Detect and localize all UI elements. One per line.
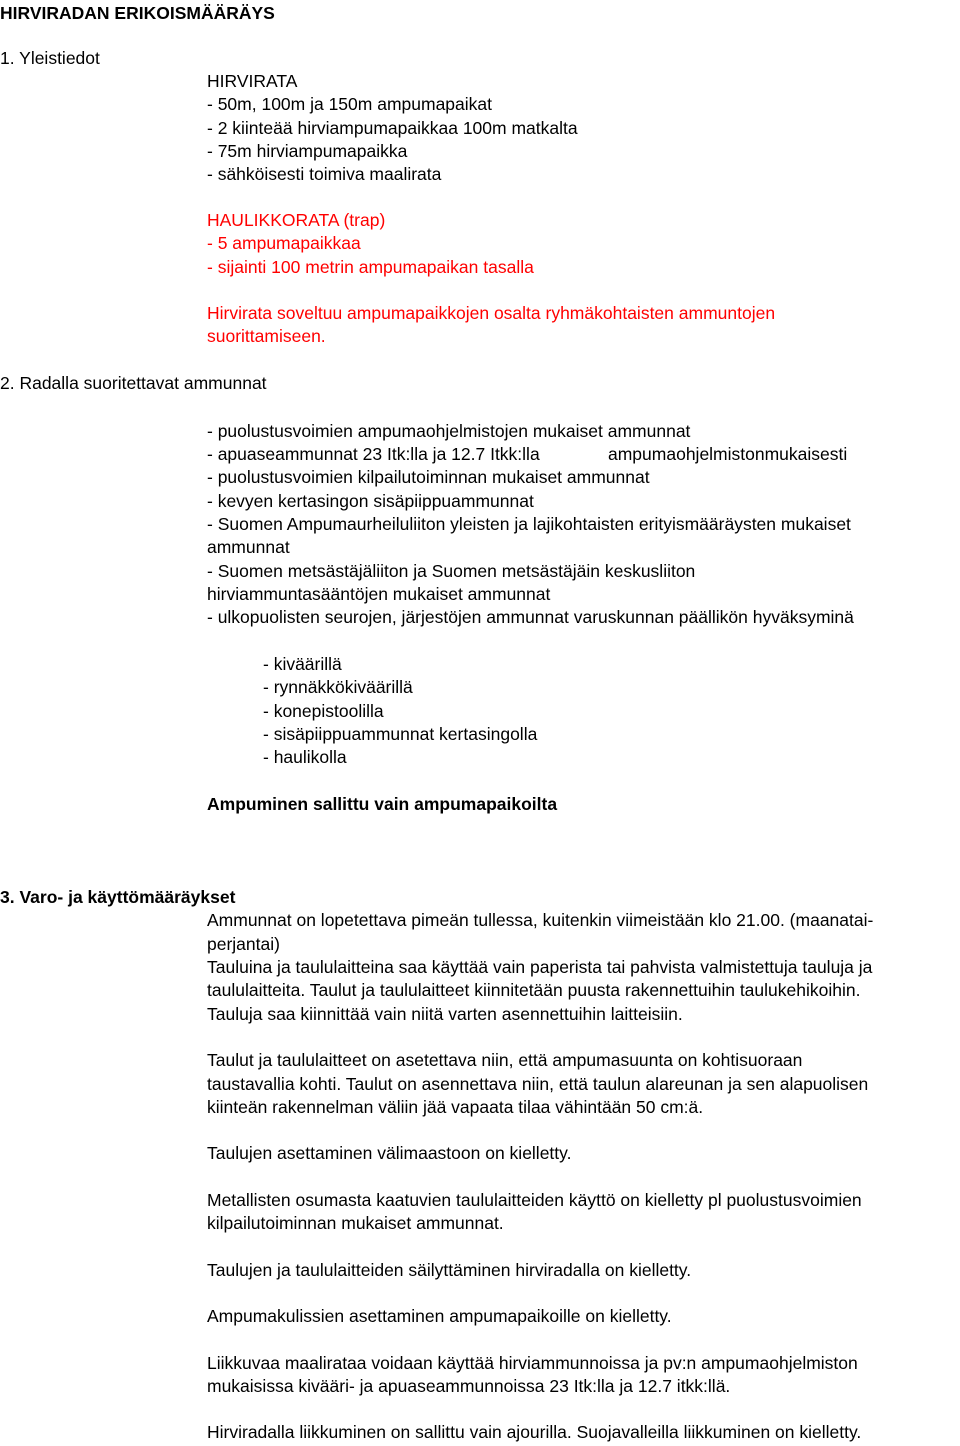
list-item: - 50m, 100m ja 150m ampumapaikat — [207, 94, 492, 114]
list-item: - 75m hirviampumapaikka — [207, 141, 408, 161]
suitability-note: Hirvirata soveltuu ampumapaikkojen osalta ryhmäkohtaisten ammuntojen — [207, 303, 776, 323]
weapon-item: - kiväärillä — [263, 654, 342, 674]
section-2-heading: 2. Radalla suoritettavat ammunnat — [0, 373, 267, 393]
paragraph-line: Hirviradalla liikkuminen on sallittu vain ajourilla. Suojavalleilla liikkuminen on kielletty. — [207, 1422, 862, 1442]
list-item: - 5 ampumapaikkaa — [207, 233, 361, 253]
list-item: - sähköisesti toimiva maalirata — [207, 164, 442, 184]
paragraph-line: Taulut ja taululaitteet on asetettava niin, että ampumasuunta on kohtisuoraan — [207, 1050, 803, 1070]
paragraph-line: Metallisten osumasta kaatuvien taululaitteiden käyttö on kielletty pl puolustusvoimien — [207, 1190, 862, 1210]
paragraph-line: - Suomen metsästäjäliiton ja Suomen metsästäjäin keskusliiton — [207, 561, 696, 581]
paragraph-line: - kevyen kertasingon sisäpiippuammunnat — [207, 491, 534, 511]
paragraph-line: taululaitteita. Taulut ja taululaitteet kiinnitetään puusta rakennettuihin taulukehikoihin. — [207, 980, 861, 1000]
paragraph-line: Ammunnat on lopetettava pimeän tullessa, kuitenkin viimeistään klo 21.00. (maanatai- — [207, 910, 874, 930]
paragraph-line: mukaisissa kivääri- ja apuaseammunnoissa 23 Itk:lla ja 12.7 itkk:llä. — [207, 1376, 731, 1396]
paragraph-line: Tauluja saa kiinnittää vain niitä varten asennettuihin laitteisiin. — [207, 1004, 683, 1024]
list-item: - sijainti 100 metrin ampumapaikan tasalla — [207, 257, 534, 277]
paragraph-line: Liikkuvaa maalirataa voidaan käyttää hirviammunnoissa ja pv:n ampumaohjelmiston — [207, 1353, 858, 1373]
suitability-note: suorittamiseen. — [207, 326, 326, 346]
paragraph-line: perjantai) — [207, 934, 280, 954]
list-item: - 2 kiinteää hirviampumapaikkaa 100m matkalta — [207, 118, 578, 138]
paragraph-line: Ampumakulissien asettaminen ampumapaikoille on kielletty. — [207, 1306, 672, 1326]
paragraph-line: Tauluina ja taululaitteina saa käyttää vain paperista tai pahvista valmistettuja tauluja ja — [207, 957, 873, 977]
paragraph-line: ampumaohjelmistonmukaisesti — [608, 444, 848, 464]
paragraph-line: Taulujen ja taululaitteiden säilyttäminen hirviradalla on kielletty. — [207, 1260, 692, 1280]
weapon-item: - rynnäkkökiväärillä — [263, 677, 413, 697]
paragraph-line: - ulkopuolisten seurojen, järjestöjen ammunnat varuskunnan päällikön hyväksyminä — [207, 607, 854, 627]
shooting-restriction-note: Ampuminen sallittu vain ampumapaikoilta — [207, 794, 558, 814]
weapon-item: - sisäpiippuammunnat kertasingolla — [263, 724, 538, 744]
paragraph-line: - puolustusvoimien ampumaohjelmistojen mukaiset ammunnat — [207, 421, 691, 441]
paragraph-line: ammunnat — [207, 537, 290, 557]
paragraph-line: Taulujen asettaminen välimaastoon on kielletty. — [207, 1143, 572, 1163]
document-title: HIRVIRADAN ERIKOISMÄÄRÄYS — [0, 3, 275, 23]
hirvirata-title: HIRVIRATA — [207, 71, 298, 91]
section-3-heading: 3. Varo- ja käyttömääräykset — [0, 887, 236, 907]
paragraph-line: - Suomen Ampumaurheiluliiton yleisten ja lajikohtaisten erityismääräysten mukaiset — [207, 514, 851, 534]
weapon-item: - haulikolla — [263, 747, 347, 767]
haulikkorata-title: HAULIKKORATA (trap) — [207, 210, 386, 230]
paragraph-line: hirviammuntasääntöjen mukaiset ammunnat — [207, 584, 551, 604]
weapon-item: - konepistoolilla — [263, 701, 384, 721]
paragraph-line: - puolustusvoimien kilpailutoiminnan mukaiset ammunnat — [207, 467, 650, 487]
paragraph-line: kiinteän rakennelman väliin jää vapaata tilaa vähintään 50 cm:ä. — [207, 1097, 704, 1117]
section-1-heading: 1. Yleistiedot — [0, 48, 100, 68]
paragraph-line: kilpailutoiminnan mukaiset ammunnat. — [207, 1213, 504, 1233]
paragraph-line: taustavallia kohti. Taulut on asennettava niin, että taulun alareunan ja sen alapuolisen — [207, 1074, 869, 1094]
paragraph-line: - apuaseammunnat 23 Itk:lla ja 12.7 Itkk:lla — [207, 444, 540, 464]
